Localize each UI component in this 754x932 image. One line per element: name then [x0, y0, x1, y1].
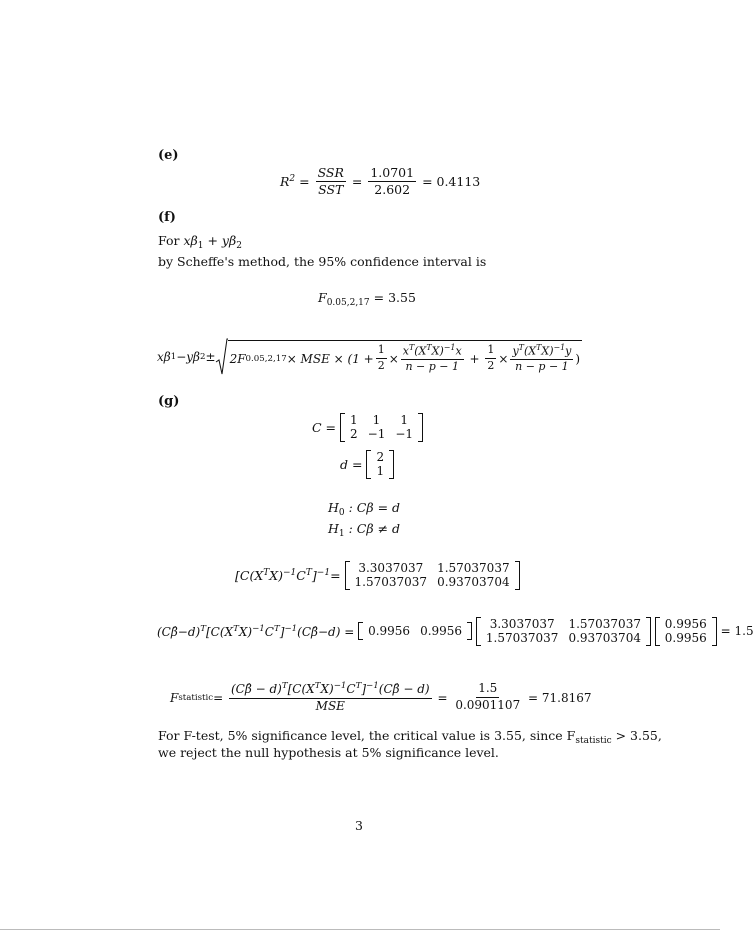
inverse-matrix-2-cell: 1.57037037	[485, 631, 559, 646]
r2-result: = 0.4113	[422, 174, 481, 190]
sqrt-expression: 2F 0.05,2,17 × MSE × (1 + $\frac{1}{2}$ × $\frac{x^T(X^TX)^{-1}x}{n - p - 1}$ + $\frac{1}{2}$ × $\frac{y^T(X^TX)^{-1}y}{n - p - 1}$ )	[216, 338, 582, 376]
heading-part-f: (f)	[158, 210, 176, 225]
fraction-f-statistic: $\frac{(C\betâ - d)^T[C(X^TX)^{-1}C^T]^{-1}(C\betâ - d)}{\text{MSE}}$	[230, 681, 430, 713]
inverse-matrix-cell: 0.93703704	[437, 575, 510, 590]
equation-f-critical: $F_{0.05,2,17} = 3.55$	[318, 290, 416, 309]
fraction-y-quadratic: $\frac{y^T(X^TX)^{-1}y}{n - p - 1}$	[512, 343, 572, 374]
page-number: 3	[355, 818, 363, 833]
heading-part-g: (g)	[158, 394, 180, 409]
alternative-hypothesis: $H_1$ : Cβ ≠ d	[328, 521, 401, 540]
inverse-matrix-row	[350, 575, 515, 589]
sst-label: SST	[318, 182, 344, 198]
fraction-f-values: $\frac{1.5}{0.0901107}$	[455, 681, 521, 713]
inverse-matrix-2-row	[481, 617, 646, 631]
inverse-matrix-2	[476, 617, 651, 646]
equation-quadratic-form: $(C\betâ-d)^T[C(X^TX)^{-1}C^T]^{-1}(C\betâ-d)$ = 0.9956 0.9956 3.3037037 1.57037037 1.57037037 0.93703704 0.9956 0.9956 = 1.5	[157, 617, 754, 646]
fraction-half-2: $\frac{1}{2}$	[487, 343, 495, 372]
equation-f-statistic: F statistic = $\frac{(C\betâ - d)^T[C(X^TX)^{-1}C^T]^{-1}(C\betâ - d)}{\text{MSE}}$ = $\frac{1.5}{0.0901107}$ = 71.8167	[170, 681, 592, 713]
inverse-matrix	[345, 561, 520, 590]
fraction-values	[368, 166, 416, 198]
column-vector-cell: 0.9956	[664, 617, 707, 631]
equation-c-matrix: C = 1 1 1 2 −1 −1	[312, 413, 423, 442]
inverse-matrix-cell: 3.3037037	[358, 561, 424, 575]
fraction-x-quadratic: $\frac{x^T(X^TX)^{-1}x}{n - p - 1}$	[402, 343, 462, 374]
c-matrix-cell: −1	[395, 427, 414, 442]
r2-symbol: $R^2$	[280, 174, 296, 190]
quadratic-result: = 1.5	[720, 624, 754, 639]
conclusion-line-2: we reject the null hypothesis at 5% significance level.	[158, 745, 499, 760]
conclusion-line-1: For F-test, 5% significance level, the critical value is 3.55, since $F_{statistic} > 3.55$,	[158, 728, 662, 747]
column-vector	[655, 617, 717, 646]
text-for-expression: For $x\beta_1 + y\beta_2$	[158, 233, 242, 252]
page-bottom-divider	[0, 929, 720, 930]
equation-inverse-matrix: $[C(X^TX)^{-1}C^T]^{-1}$ = 3.3037037 1.57037037 1.57037037 0.93703704	[235, 561, 520, 590]
c-matrix-cell: 1	[350, 413, 358, 427]
c-matrix-row	[345, 413, 418, 427]
c-matrix-cell: −1	[367, 427, 386, 442]
fraction-half-1: $\frac{1}{2}$	[377, 343, 385, 372]
ssr-label: SSR	[316, 166, 346, 182]
text-scheffe-method: by Scheffe's method, the 95% confidence interval is	[158, 254, 487, 269]
d-vector-row	[371, 450, 389, 464]
inverse-matrix-2-cell: 1.57037037	[568, 617, 641, 631]
row-vector	[358, 622, 472, 640]
c-matrix-cell: 2	[350, 427, 358, 442]
f-statistic-result: = 71.8167	[528, 690, 592, 705]
d-vector-cell: 2	[376, 450, 385, 464]
inverse-matrix-2-cell: 0.93703704	[568, 631, 641, 646]
inverse-matrix-cell: 1.57037037	[354, 575, 428, 590]
numerator-value: 1.0701	[368, 166, 416, 182]
row-vector-cell: 0.9956	[420, 624, 463, 639]
c-matrix-cell: 1	[372, 413, 381, 427]
denominator-value: 2.602	[374, 182, 411, 198]
c-matrix-cell: 1	[400, 413, 409, 427]
c-matrix	[340, 413, 423, 442]
inverse-matrix-2-cell: 3.3037037	[489, 617, 555, 631]
column-vector-row	[660, 617, 712, 631]
c-matrix-row	[345, 427, 418, 441]
equation-r-squared: $R^2$ = $\frac{\text{SSR}}{\text{SST}}$ = $\frac{1.0701}{2.602}$ = 0.4113	[280, 165, 481, 198]
fraction-ssr-sst	[316, 166, 346, 198]
inverse-matrix-2-row	[481, 631, 646, 645]
column-vector-row	[660, 631, 712, 645]
equation-d-vector: d = 2 1	[340, 450, 394, 479]
inverse-matrix-row	[350, 561, 515, 575]
heading-part-e: (e)	[158, 148, 179, 163]
equation-confidence-interval: xβ 1 −yβ 2 ± 2F 0.05,2,17 × MSE × (1 + $\frac{1}{2}$ × $\frac{x^T(X^TX)^{-1}x}{n - p - 1}$ + $\frac{1}{2}$ × $\frac{y^T(X^TX)^{-1}y}{n - p - 1}$ )	[157, 338, 582, 376]
null-hypothesis: $H_0$ : Cβ = d	[328, 500, 401, 519]
column-vector-cell: 0.9956	[664, 631, 707, 646]
d-vector	[366, 450, 394, 479]
inverse-matrix-cell: 1.57037037	[437, 561, 510, 575]
row-vector-cell: 0.9956	[368, 624, 411, 639]
d-vector-cell: 1	[376, 464, 385, 479]
radical-sign	[216, 338, 228, 376]
d-vector-row	[371, 464, 389, 478]
